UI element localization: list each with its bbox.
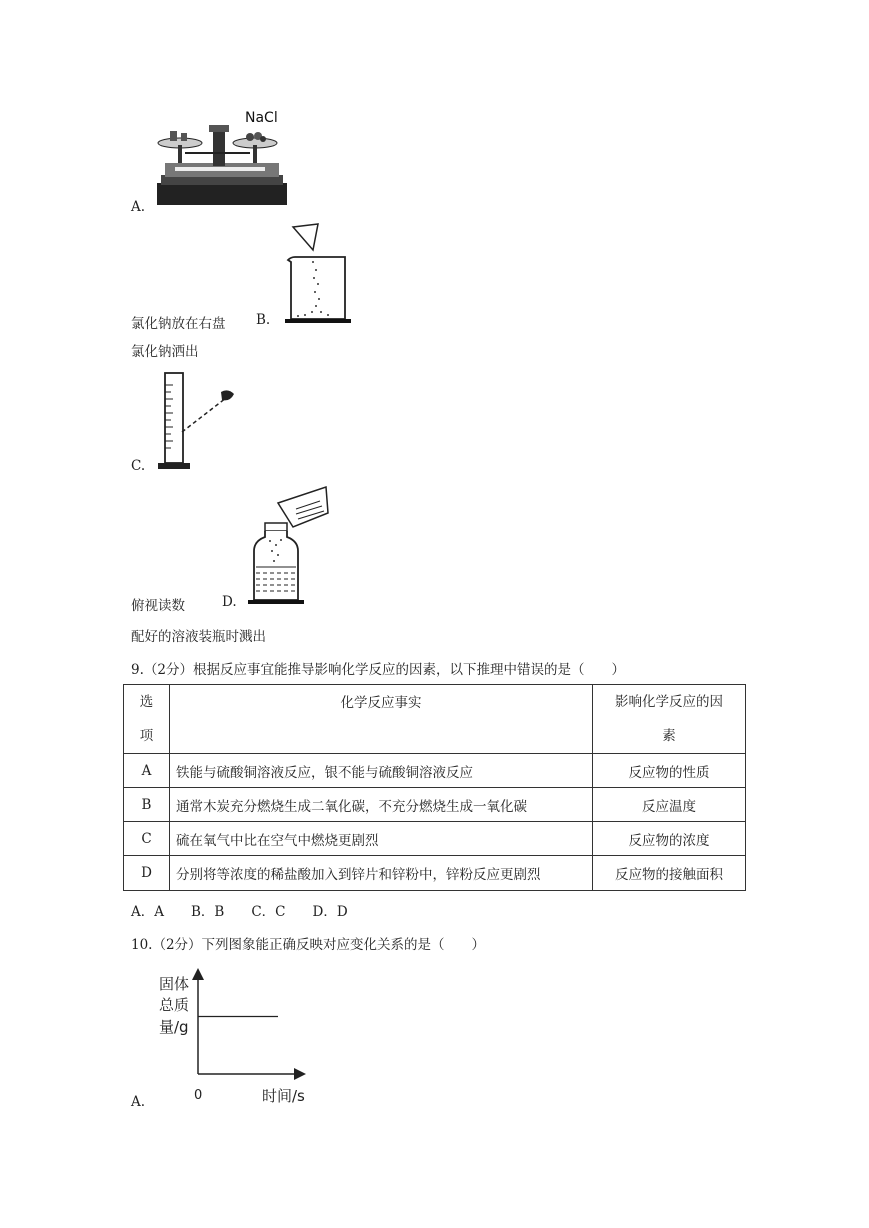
question-10-stem: 10.（2分）下列图象能正确反映对应变化关系的是（ ） (131, 937, 486, 953)
table-row (124, 788, 746, 822)
row-fact: 铁能与硫酸铜溶液反应，银不能与硫酸铜溶液反应 (170, 754, 593, 788)
option-d-caption: 配好的溶液装瓶时溅出 (131, 629, 266, 645)
bottle-pouring-image (248, 485, 333, 607)
question-9-answers: A．A B．B C．C D．D (131, 904, 348, 920)
q10-option-a-letter: A. (131, 1094, 146, 1110)
table-row (124, 754, 746, 788)
option-b-caption: 氯化钠洒出 (131, 344, 199, 360)
row-option: A (124, 754, 170, 788)
q10-option-a-graph (150, 968, 320, 1110)
nacl-label: NaCl (245, 110, 278, 126)
x-axis-label: 时间/s (262, 1087, 305, 1105)
option-a-letter: A. (131, 199, 146, 215)
option-b-letter: B. (256, 312, 271, 328)
y-axis-label-line3: 量/g (159, 1018, 189, 1036)
origin-label: 0 (194, 1088, 203, 1103)
row-option: D (124, 856, 170, 891)
option-c-letter: C. (131, 458, 146, 474)
row-fact: 通常木炭充分燃烧生成二氧化碳，不充分燃烧生成一氧化碳 (170, 788, 593, 822)
row-fact: 分别将等浓度的稀盐酸加入到锌片和锌粉中，锌粉反应更剧烈 (170, 856, 593, 891)
option-a-caption: 氯化钠放在右盘 (131, 316, 226, 332)
option-d-letter: D. (222, 594, 237, 610)
row-option: B (124, 788, 170, 822)
row-factor: 反应温度 (593, 788, 746, 822)
header-option: 选 项 (124, 685, 170, 754)
row-fact: 硫在氧气中比在空气中燃烧更剧烈 (170, 822, 593, 856)
question-9-stem: 9.（2分）根据反应事宜能推导影响化学反应的因素，以下推理中错误的是（ ） (131, 662, 625, 678)
y-axis-label-line2: 总质 (159, 996, 190, 1014)
graduated-cylinder-image (158, 370, 238, 472)
balance-image (155, 105, 290, 210)
option-c-caption: 俯视读数 (131, 598, 185, 614)
table-row (124, 856, 746, 891)
row-option: C (124, 822, 170, 856)
row-factor: 反应物的浓度 (593, 822, 746, 856)
row-factor: 反应物的性质 (593, 754, 746, 788)
beaker-spill-image (283, 222, 353, 327)
row-factor: 反应物的接触面积 (593, 856, 746, 891)
header-fact: 化学反应事实 (170, 685, 593, 754)
reaction-factors-table (123, 684, 746, 891)
table-header-row (124, 685, 746, 754)
y-axis-label-line1: 固体 (159, 975, 190, 993)
table-row (124, 822, 746, 856)
header-factor: 影响化学反应的因 素 (593, 685, 746, 754)
